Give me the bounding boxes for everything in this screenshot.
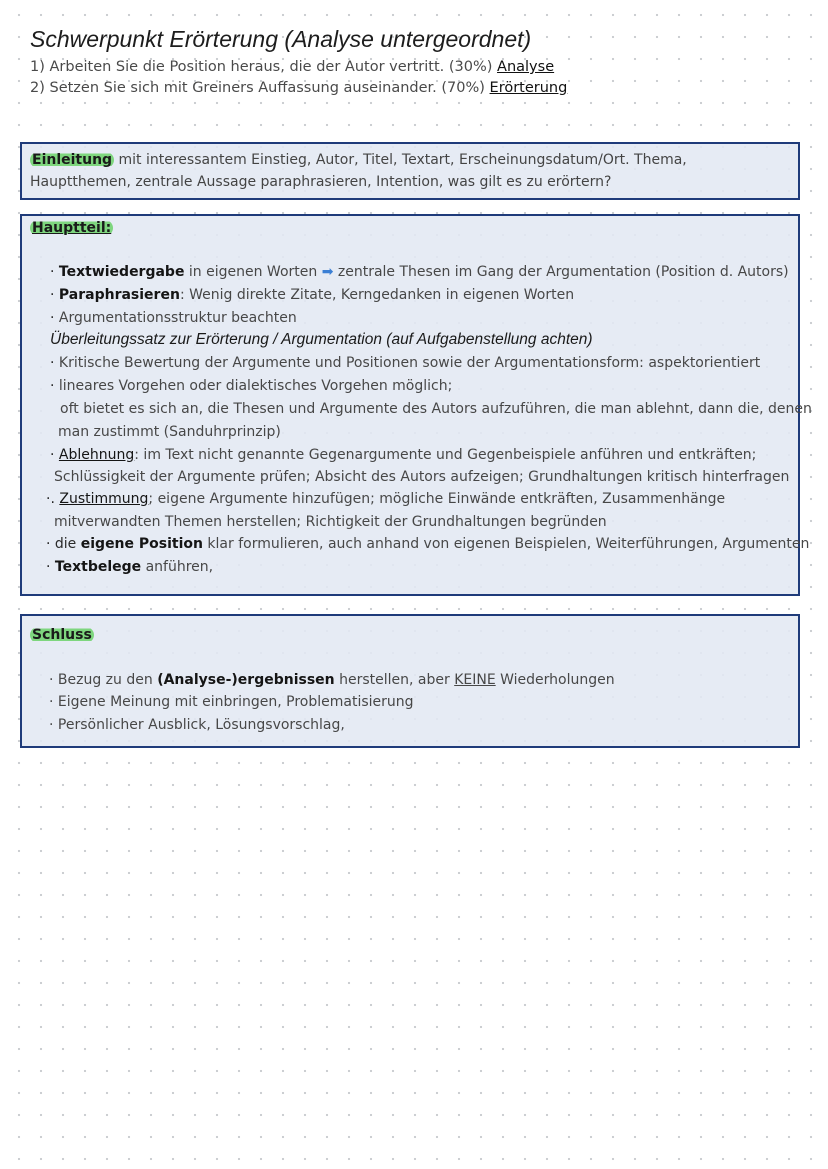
- conclusion-heading: Schluss: [32, 627, 92, 643]
- bezug-label: (Analyse-)ergebnissen: [157, 672, 335, 688]
- bridge-sentence: Überleitungssatz zur Erörterung / Argumentation (auf Aufgabenstellung achten): [50, 331, 593, 348]
- struktur-text: Argumentationsstruktur beachten: [58, 310, 297, 326]
- zustimmung-text-2: mitverwandten Themen herstellen; Richtigkeit der Grundhaltungen begründen: [54, 514, 607, 530]
- intro-line-2: Hauptthemen, zentrale Aussage paraphrasieren, Intention, was gilt es zu erörtern?: [30, 174, 612, 190]
- kritisch-text: Kritische Bewertung der Argumente und Positionen sowie der Argumentationsform: aspektorientiert: [58, 355, 761, 371]
- bullet: ·: [50, 447, 55, 463]
- position-pre: die: [54, 536, 81, 552]
- arrow-right-icon: ➡: [321, 264, 334, 280]
- ablehnung-label: Ablehnung: [58, 447, 135, 463]
- list-item-linear: [50, 376, 452, 396]
- list-item-paraphrasieren: [50, 285, 574, 305]
- list-item-kritisch: [50, 353, 760, 373]
- conclusion-heading-row: [30, 625, 94, 645]
- position-label: eigene Position: [80, 536, 203, 552]
- main-box: [20, 214, 812, 596]
- conclusion-box: [20, 614, 800, 748]
- bezug-pre: Bezug zu den: [57, 672, 158, 688]
- task-2-link[interactable]: Erörterung: [489, 80, 568, 96]
- linear-text-2: oft bietet es sich an, die Thesen und Argumente des Autors aufzuführen, die man ablehnt, dann die, denen: [60, 401, 812, 417]
- bullet: ·: [50, 310, 55, 326]
- ablehnung-text: : im Text nicht genannte Gegenargumente und Gegenbeispiele anführen und entkräften;: [134, 447, 757, 463]
- list-item-textwiedergabe: [50, 262, 789, 282]
- bullet: ·: [46, 536, 51, 552]
- zustimmung-text: ; eigene Argumente hinzufügen; mögliche Einwände entkräften, Zusammenhänge: [148, 491, 726, 507]
- bullet: ·: [50, 355, 55, 371]
- list-item-meinung: [49, 692, 414, 712]
- bezug-rest: Wiederholungen: [495, 672, 615, 688]
- bezug-emphasis: KEINE: [454, 672, 496, 688]
- paraphrasieren-label: Paraphrasieren: [58, 287, 180, 303]
- list-item-position: [46, 534, 809, 554]
- main-heading-row: [30, 218, 113, 238]
- task-1-link[interactable]: Analyse: [497, 59, 555, 75]
- position-text: klar formulieren, auch anhand von eigenen Beispielen, Weiterführungen, Argumenten: [202, 536, 810, 552]
- bullet: ·: [49, 672, 54, 688]
- task-2: [30, 78, 567, 99]
- intro-heading: Einleitung: [32, 152, 113, 168]
- bezug-mid: herstellen, aber: [334, 672, 455, 688]
- list-item-textbelege: [46, 557, 213, 577]
- textwiedergabe-text-2: zentrale Thesen im Gang der Argumentation (Position d. Autors): [333, 264, 789, 280]
- main-heading: Hauptteil:: [32, 220, 112, 236]
- textwiedergabe-text: in eigenen Worten: [184, 264, 322, 280]
- bullet: ·: [46, 559, 51, 575]
- textwiedergabe-label: Textwiedergabe: [58, 264, 185, 280]
- list-item-ausblick: [49, 715, 345, 735]
- header: [30, 26, 567, 99]
- task-1: [30, 57, 567, 78]
- linear-text-3: man zustimmt (Sanduhrprinzip): [58, 424, 281, 440]
- list-item-bezug: [49, 670, 615, 690]
- zustimmung-label: Zustimmung: [59, 491, 149, 507]
- task-1-text: 1) Arbeiten Sie die Position heraus, die der Autor vertritt. (30%): [30, 59, 498, 75]
- ausblick-text: Persönlicher Ausblick, Lösungsvorschlag,: [57, 717, 345, 733]
- paraphrasieren-text: : Wenig direkte Zitate, Kerngedanken in eigenen Worten: [179, 287, 575, 303]
- bullet: ·: [50, 287, 55, 303]
- intro-line-1: [30, 149, 790, 171]
- bullet: ·: [49, 717, 54, 733]
- textbelege-label: Textbelege: [54, 559, 142, 575]
- task-2-text: 2) Setzen Sie sich mit Greiners Auffassung auseinander. (70%): [30, 80, 490, 96]
- textbelege-text: anführen,: [141, 559, 214, 575]
- zustimmung-prefix: ·.: [46, 491, 60, 507]
- ablehnung-text-2: Schlüssigkeit der Argumente prüfen; Absicht des Autors aufzeigen; Grundhaltungen kritisch hinterfragen: [54, 469, 790, 485]
- page-title: Schwerpunkt Erörterung (Analyse untergeordnet): [30, 26, 532, 52]
- bullet: ·: [49, 694, 54, 710]
- meinung-text: Eigene Meinung mit einbringen, Problematisierung: [57, 694, 414, 710]
- intro-text-1: mit interessantem Einstieg, Autor, Titel, Textart, Erscheinungsdatum/Ort. Thema,: [114, 152, 687, 168]
- list-item-ablehnung: [50, 445, 756, 465]
- intro-box: [20, 142, 800, 200]
- bullet: ·: [50, 264, 55, 280]
- linear-text: lineares Vorgehen oder dialektisches Vorgehen möglich;: [58, 378, 453, 394]
- list-item-zustimmung: [46, 489, 725, 509]
- bullet: ·: [50, 378, 55, 394]
- list-item-struktur: [50, 308, 297, 328]
